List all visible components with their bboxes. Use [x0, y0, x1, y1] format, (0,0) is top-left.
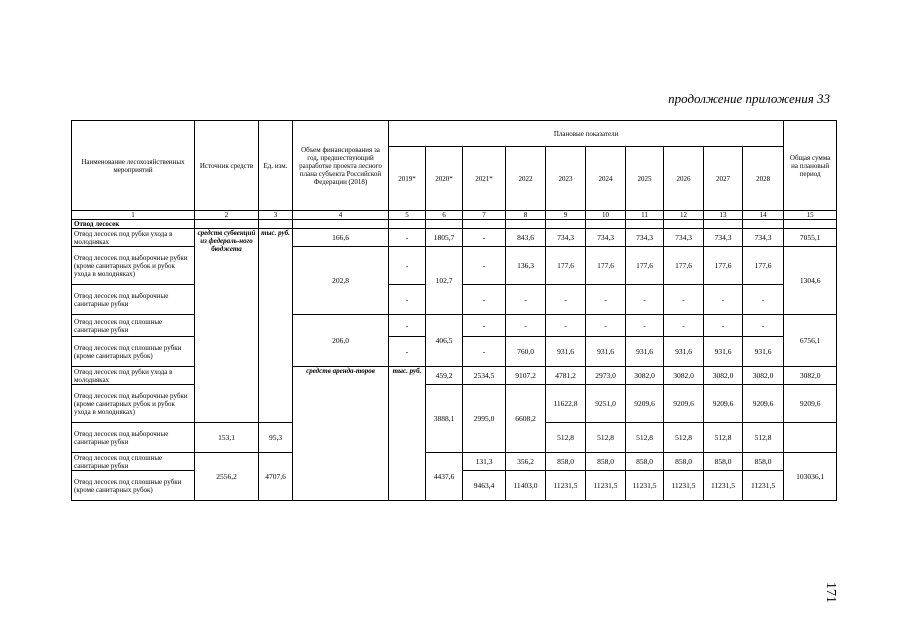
value-cell: 11231,5 [626, 471, 664, 501]
value-cell: 931,6 [546, 337, 586, 367]
year-header: 2027 [704, 147, 743, 211]
col-header-unit: Ед. изм. [259, 121, 293, 211]
value-cell: 931,6 [704, 337, 743, 367]
year-header: 2020* [426, 147, 463, 211]
value-cell: 9209,6 [704, 385, 743, 423]
value-cell: 2995,0 [463, 385, 506, 453]
value-cell: - [389, 229, 426, 247]
value-cell: 512,8 [704, 423, 743, 453]
year-header: 2022 [506, 147, 546, 211]
volume-cell: 166,6 [293, 229, 389, 247]
table-row [72, 315, 837, 337]
value-cell: 153,1 [195, 423, 259, 453]
value-cell: - [626, 285, 664, 315]
col-number: 11 [626, 211, 664, 220]
value-cell: 11231,5 [664, 471, 704, 501]
total-cell: 1304,6 [784, 247, 837, 315]
value-cell: 2973,0 [586, 367, 626, 385]
value-cell: 931,6 [743, 337, 784, 367]
column-number-row [72, 211, 837, 220]
value-cell: 9463,4 [463, 471, 506, 501]
value-cell: 734,3 [586, 229, 626, 247]
table-row [72, 385, 837, 423]
value-cell: 512,8 [626, 423, 664, 453]
value-cell: - [743, 285, 784, 315]
value-cell: 931,6 [586, 337, 626, 367]
value-cell: 858,0 [743, 453, 784, 471]
value-cell: - [586, 285, 626, 315]
value-cell: 3082,0 [626, 367, 664, 385]
year-header: 2024 [586, 147, 626, 211]
value-cell: - [704, 315, 743, 337]
row-name: Отвод лесосек под выборочные рубки (кроме санитарных рубок и рубок ухода в молодняках) [72, 247, 195, 285]
appendix-continuation-title: продолжение приложения 33 [668, 91, 830, 106]
col-number: 4 [293, 211, 389, 220]
value-cell: 9107,2 [506, 367, 546, 385]
value-cell: 512,8 [743, 423, 784, 453]
value-cell: - [463, 337, 506, 367]
value-cell: - [546, 285, 586, 315]
volume-cell: 206,0 [293, 315, 389, 367]
value-cell: 11622,8 [546, 385, 586, 423]
row-name: Отвод лесосек под выборочные санитарные рубки [72, 285, 195, 315]
value-cell: - [463, 285, 506, 315]
value-cell: 11231,5 [586, 471, 626, 501]
value-cell: 177,6 [664, 247, 704, 285]
header-row-1 [72, 121, 837, 147]
value-cell: - [626, 315, 664, 337]
value-cell: 6608,2 [506, 385, 546, 453]
value-cell: - [506, 315, 546, 337]
value-cell: 9251,0 [586, 385, 626, 423]
row-name: Отвод лесосек под выборочные рубки (кроме санитарных рубок и рубок ухода в молодняках) [72, 385, 195, 423]
value-cell: 858,0 [586, 453, 626, 471]
col-header-source: Источник средств [195, 121, 259, 211]
value-cell: - [664, 315, 704, 337]
year-header: 2026 [664, 147, 704, 211]
row-name: Отвод лесосек под рубки ухода в молодняках [72, 229, 195, 247]
value-cell: 102,7 [426, 247, 463, 315]
col-number: 7 [463, 211, 506, 220]
row-name: Отвод лесосек под выборочные санитарные рубки [72, 423, 195, 453]
value-cell: 9209,6 [664, 385, 704, 423]
col-number: 13 [704, 211, 743, 220]
value-cell: 858,0 [546, 453, 586, 471]
col-header-volume: Объем финансирования за год, предшествующий разработке проекта лесного плана субъекта Российской Федерации (2018) [293, 121, 389, 211]
value-cell: 3082,0 [784, 367, 837, 385]
value-cell: 3082,0 [704, 367, 743, 385]
row-name: Отвод лесосек под сплошные санитарные рубки [72, 453, 195, 471]
value-cell: 177,6 [626, 247, 664, 285]
value-cell: - [743, 315, 784, 337]
value-cell: 9209,6 [626, 385, 664, 423]
value-cell: - [463, 229, 506, 247]
value-cell: - [664, 285, 704, 315]
value-cell: 177,6 [743, 247, 784, 285]
value-cell: 734,3 [743, 229, 784, 247]
value-cell: 131,3 [463, 453, 506, 471]
year-header: 2019* [389, 147, 426, 211]
value-cell: 177,6 [704, 247, 743, 285]
value-cell: 512,8 [586, 423, 626, 453]
col-number: 10 [586, 211, 626, 220]
year-header: 2023 [546, 147, 586, 211]
value-cell: 406,5 [426, 315, 463, 367]
col-number: 14 [743, 211, 784, 220]
value-cell: 4781,2 [546, 367, 586, 385]
source-cell: средств субвенций из федераль-ного бюджета [195, 229, 259, 423]
value-cell: 4707,6 [259, 453, 293, 501]
value-cell: 512,8 [546, 423, 586, 453]
unit-cell: тыс. руб. [259, 229, 293, 423]
page-number: 171 [823, 582, 838, 603]
value-cell: 136,3 [506, 247, 546, 285]
value-cell: - [389, 315, 426, 337]
value-cell: 931,6 [664, 337, 704, 367]
total-cell: 103036,1 [784, 453, 837, 501]
unit-cell: тыс. руб. [389, 367, 426, 501]
col-number: 5 [389, 211, 426, 220]
value-cell: 760,0 [506, 337, 546, 367]
section-row [72, 220, 837, 229]
year-header: 2021* [463, 147, 506, 211]
value-cell: 177,6 [546, 247, 586, 285]
value-cell: 1805,7 [426, 229, 463, 247]
value-cell: - [546, 315, 586, 337]
table-row [72, 229, 837, 247]
table-row [72, 453, 837, 471]
value-cell: - [586, 315, 626, 337]
volume-cell: 459,2 [426, 367, 463, 385]
section-title: Отвод лесосек [72, 220, 195, 229]
col-number: 12 [664, 211, 704, 220]
col-number: 3 [259, 211, 293, 220]
value-cell: - [704, 285, 743, 315]
value-cell: - [389, 285, 426, 315]
value-cell: 3082,0 [743, 367, 784, 385]
value-cell: 858,0 [664, 453, 704, 471]
value-cell: 11403,0 [506, 471, 546, 501]
value-cell: 843,6 [506, 229, 546, 247]
value-cell: 4437,6 [426, 453, 463, 501]
value-cell: 356,2 [506, 453, 546, 471]
col-header-plan: Плановые показатели [389, 121, 784, 147]
volume-cell: 3888,1 [426, 385, 463, 453]
value-cell: - [389, 337, 426, 367]
col-number: 2 [195, 211, 259, 220]
value-cell: 11231,5 [704, 471, 743, 501]
col-number: 6 [426, 211, 463, 220]
row-name: Отвод лесосек под сплошные рубки (кроме санитарных рубок) [72, 471, 195, 501]
value-cell: 11231,5 [743, 471, 784, 501]
row-name: Отвод лесосек под рубки ухода в молодняках [72, 367, 195, 385]
table-row [72, 367, 837, 385]
value-cell: 512,8 [664, 423, 704, 453]
col-number: 9 [546, 211, 586, 220]
value-cell: - [506, 285, 546, 315]
value-cell: 95,3 [259, 423, 293, 453]
value-cell: 177,6 [586, 247, 626, 285]
value-cell: 9209,6 [784, 385, 837, 423]
volume-cell: 202,8 [293, 247, 389, 315]
value-cell: 734,3 [664, 229, 704, 247]
value-cell: 858,0 [626, 453, 664, 471]
financing-table [71, 120, 837, 501]
table-row [72, 247, 837, 285]
value-cell: 3082,0 [664, 367, 704, 385]
value-cell: - [463, 247, 506, 285]
value-cell: 734,3 [626, 229, 664, 247]
year-header: 2028 [743, 147, 784, 211]
total-cell: 7055,1 [784, 229, 837, 247]
total-cell: 6756,1 [784, 315, 837, 367]
col-number: 15 [784, 211, 837, 220]
col-header-name: Наименование лесохозяйственных мероприятий [72, 121, 195, 211]
value-cell: 11231,5 [546, 471, 586, 501]
row-name: Отвод лесосек под сплошные санитарные рубки [72, 315, 195, 337]
value-cell: 734,3 [546, 229, 586, 247]
year-header: 2025 [626, 147, 664, 211]
source-cell: средств аренда-торов [293, 367, 389, 501]
value-cell: 9209,6 [743, 385, 784, 423]
value-cell: 858,0 [704, 453, 743, 471]
value-cell: - [389, 247, 426, 285]
col-number: 8 [506, 211, 546, 220]
col-number: 1 [72, 211, 195, 220]
value-cell: 734,3 [704, 229, 743, 247]
row-name: Отвод лесосек под сплошные рубки (кроме санитарных рубок) [72, 337, 195, 367]
volume-cell: 2556,2 [195, 453, 259, 501]
value-cell: 2534,5 [463, 367, 506, 385]
col-header-total: Общая сумма на плановый период [784, 121, 837, 211]
value-cell: 931,6 [626, 337, 664, 367]
value-cell: - [463, 315, 506, 337]
